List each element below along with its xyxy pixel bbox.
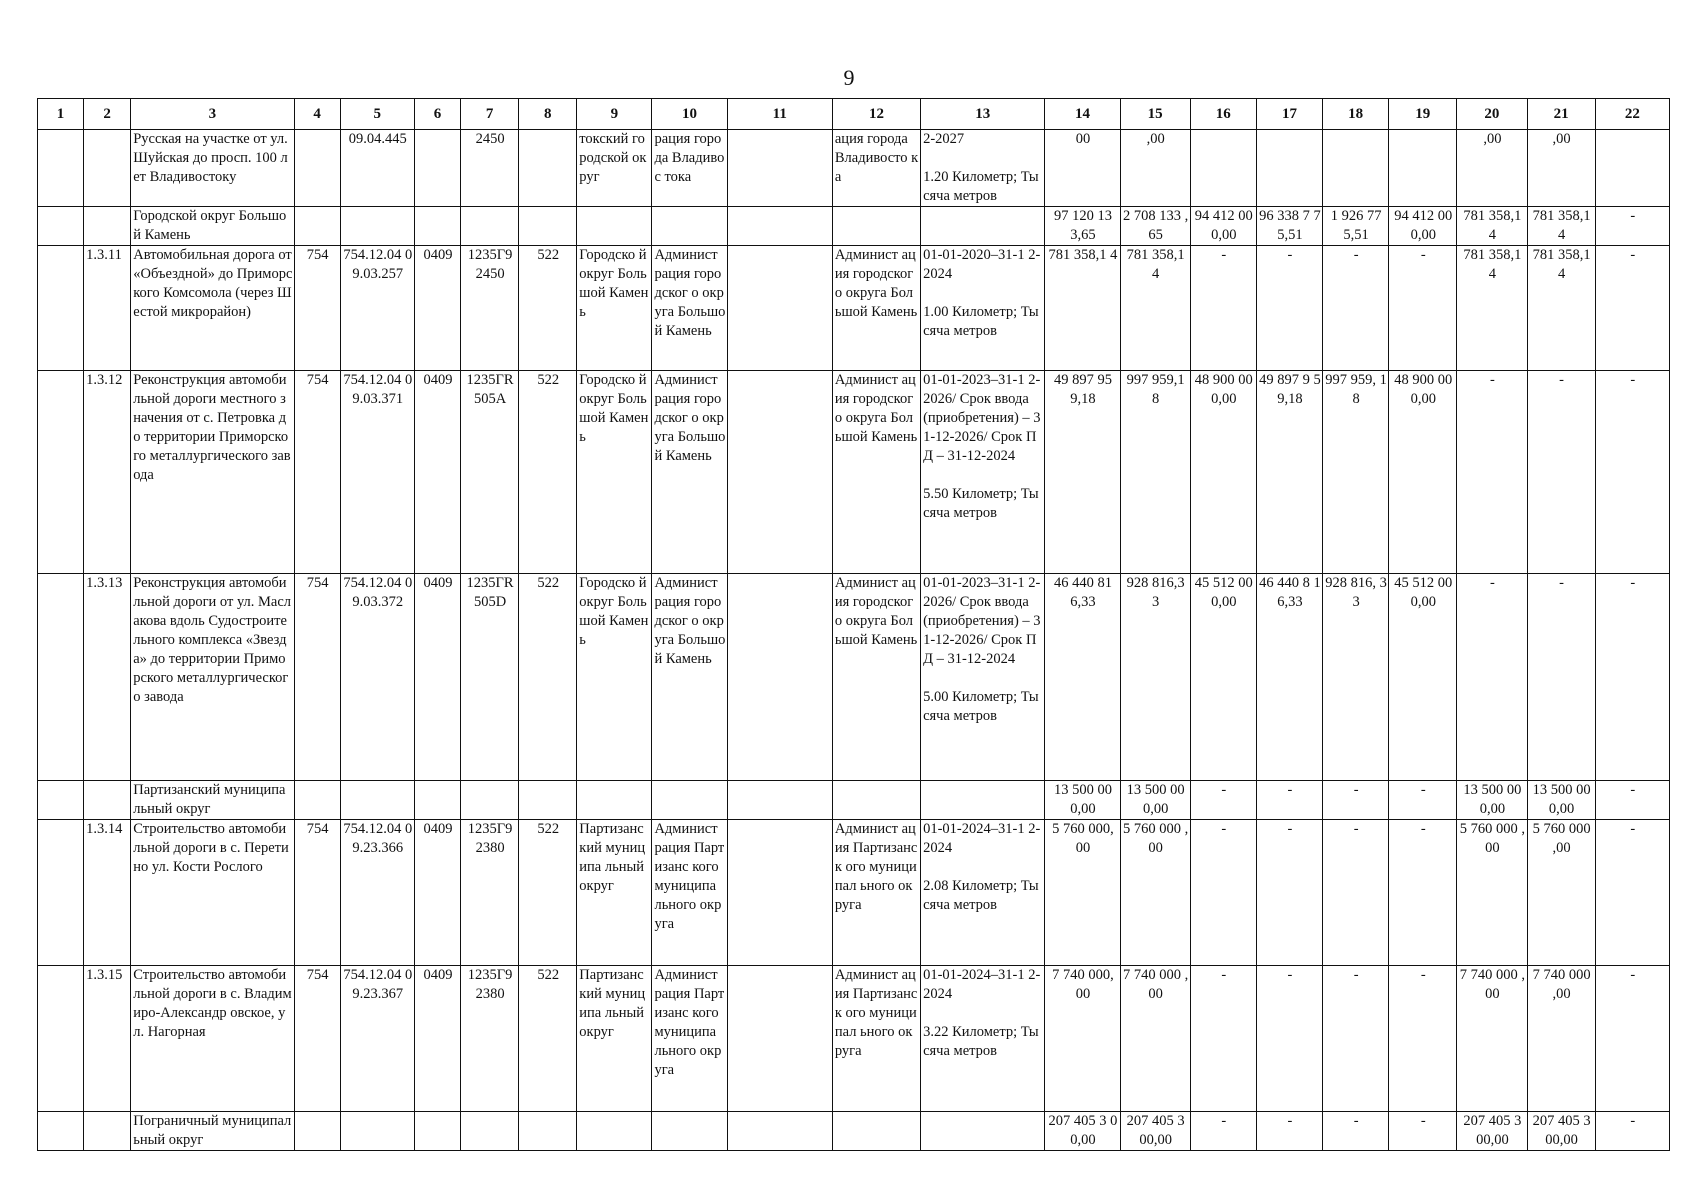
table-cell-col-20: -: [1457, 371, 1527, 574]
table-cell-col-3: Автомобильная дорога от «Объездной» до Приморского Комсомола (через Шестой микрорайон): [131, 246, 294, 371]
table-cell-col-18: -: [1323, 246, 1389, 371]
table-cell-col-11: [727, 820, 832, 966]
table-cell-col-9: Партизанс кий муниципа льный округ: [577, 966, 652, 1112]
table-cell-col-13: [921, 207, 1045, 246]
table-cell-col-19: 48 900 00 0,00: [1389, 371, 1457, 574]
table-cell-col-16: 45 512 00 0,00: [1190, 574, 1256, 781]
table-cell-col-5: 754.12.04 09.03.371: [340, 371, 414, 574]
table-cell-col-15: 997 959,1 8: [1120, 371, 1190, 574]
table-cell-col-9: токский городской округ: [577, 130, 652, 207]
table-cell-col-3: Городской округ Большой Камень: [131, 207, 294, 246]
table-cell-col-9: [577, 207, 652, 246]
table-cell-col-21: -: [1527, 371, 1595, 574]
table-cell-col-2: [84, 207, 131, 246]
table-cell-col-11: [727, 207, 832, 246]
table-row: [38, 966, 1670, 1112]
table-cell-col-22: -: [1595, 207, 1669, 246]
table-cell-col-6: [414, 130, 460, 207]
table-cell-col-7: [461, 1112, 519, 1151]
table-cell-col-22: -: [1595, 1112, 1669, 1151]
column-header: 9: [577, 99, 652, 130]
table-cell-col-20: 781 358,1 4: [1457, 246, 1527, 371]
table-cell-col-21: 13 500 00 0,00: [1527, 781, 1595, 820]
column-header: 14: [1045, 99, 1120, 130]
table-cell-col-8: 522: [519, 574, 577, 781]
table-cell-col-7: [461, 781, 519, 820]
table-cell-col-18: -: [1323, 966, 1389, 1112]
table-row: [38, 781, 1670, 820]
table-row: [38, 1112, 1670, 1151]
table-cell-col-4: 754: [294, 371, 340, 574]
table-cell-col-12: Админист ация городского округа Большой Камень: [832, 574, 920, 781]
table-cell-col-15: ,00: [1120, 130, 1190, 207]
table-cell-col-16: -: [1190, 966, 1256, 1112]
table-cell-col-14: 207 405 3 00,00: [1045, 1112, 1120, 1151]
table-cell-col-6: [414, 207, 460, 246]
table-cell-col-12: Админист ация городского округа Большой Камень: [832, 246, 920, 371]
table-cell-col-4: 754: [294, 574, 340, 781]
table-cell-col-14: 46 440 81 6,33: [1045, 574, 1120, 781]
table-cell-col-21: 781 358,1 4: [1527, 246, 1595, 371]
table-cell-col-8: 522: [519, 966, 577, 1112]
table-cell-col-1: [38, 574, 84, 781]
table-cell-col-12: Админист ация Партизанск ого муниципал ьного округа: [832, 820, 920, 966]
table-cell-col-10: Админист рация городског о округа Большой Камень: [652, 246, 727, 371]
table-cell-col-15: 13 500 00 0,00: [1120, 781, 1190, 820]
table-cell-col-18: -: [1323, 781, 1389, 820]
column-header: 12: [832, 99, 920, 130]
table-cell-col-17: [1256, 130, 1322, 207]
table-cell-col-3: Пограничный муниципальный округ: [131, 1112, 294, 1151]
table-cell-col-15: 7 740 000 ,00: [1120, 966, 1190, 1112]
table-cell-col-10: рация города Владивос тока: [652, 130, 727, 207]
page-number: 9: [843, 65, 855, 90]
table-cell-col-4: 754: [294, 966, 340, 1112]
table-cell-col-18: 997 959, 18: [1323, 371, 1389, 574]
table-cell-col-12: Админист ация Партизанск ого муниципал ьного округа: [832, 966, 920, 1112]
table-cell-col-14: 00: [1045, 130, 1120, 207]
table-cell-col-15: 781 358,1 4: [1120, 246, 1190, 371]
table-cell-col-17: -: [1256, 820, 1322, 966]
table-cell-col-11: [727, 781, 832, 820]
table-cell-col-13: 01-01-2023–31-1 2-2026/ Срок ввода (приобретения) – 31-12-2026/ Срок ПД – 31-12-2024 5.00 Километр; Тысяча метров: [921, 574, 1045, 781]
column-header: 5: [340, 99, 414, 130]
table-cell-col-8: [519, 781, 577, 820]
column-header: 10: [652, 99, 727, 130]
table-cell-col-20: -: [1457, 574, 1527, 781]
table-cell-col-21: 781 358,1 4: [1527, 207, 1595, 246]
table-cell-col-7: 1235Г9 2380: [461, 820, 519, 966]
table-cell-col-2: 1.3.13: [84, 574, 131, 781]
table-cell-col-15: 207 405 3 00,00: [1120, 1112, 1190, 1151]
table-cell-col-8: [519, 130, 577, 207]
table-cell-col-19: -: [1389, 246, 1457, 371]
table-cell-col-17: -: [1256, 1112, 1322, 1151]
table-cell-col-17: 46 440 8 16,33: [1256, 574, 1322, 781]
table-cell-col-3: Строительство автомобильной дороги в с. Владимиро-Александр овское, ул. Нагорная: [131, 966, 294, 1112]
table-cell-col-4: [294, 207, 340, 246]
table-cell-col-4: 754: [294, 820, 340, 966]
table-cell-col-9: Городско й округ Большой Камень: [577, 246, 652, 371]
table-cell-col-17: 49 897 9 59,18: [1256, 371, 1322, 574]
table-cell-col-12: [832, 1112, 920, 1151]
table-cell-col-18: -: [1323, 820, 1389, 966]
table-cell-col-7: [461, 207, 519, 246]
table-cell-col-1: [38, 130, 84, 207]
table-cell-col-7: 1235Г9 2380: [461, 966, 519, 1112]
table-cell-col-6: 0409: [414, 574, 460, 781]
table-cell-col-13: 01-01-2024–31-1 2-2024 2.08 Километр; Тысяча метров: [921, 820, 1045, 966]
table-cell-col-5: 754.12.04 09.23.367: [340, 966, 414, 1112]
table-cell-col-18: 928 816, 33: [1323, 574, 1389, 781]
table-cell-col-9: Партизанс кий муниципа льный округ: [577, 820, 652, 966]
table-cell-col-12: Админист ация городского округа Большой Камень: [832, 371, 920, 574]
table-cell-col-12: [832, 781, 920, 820]
table-cell-col-10: Админист рация Партизанс кого муниципа льного округа: [652, 820, 727, 966]
table-cell-col-1: [38, 820, 84, 966]
table-cell-col-14: 7 740 000, 00: [1045, 966, 1120, 1112]
table-cell-col-6: 0409: [414, 820, 460, 966]
table-cell-col-7: 2450: [461, 130, 519, 207]
table-cell-col-10: Админист рация городског о округа Большой Камень: [652, 574, 727, 781]
table-cell-col-9: [577, 781, 652, 820]
table-cell-col-13: 01-01-2020–31-1 2-2024 1.00 Километр; Тысяча метров: [921, 246, 1045, 371]
table-cell-col-22: [1595, 130, 1669, 207]
table-cell-col-19: 94 412 00 0,00: [1389, 207, 1457, 246]
table-cell-col-22: -: [1595, 246, 1669, 371]
table-cell-col-22: -: [1595, 820, 1669, 966]
table-cell-col-20: 7 740 000 ,00: [1457, 966, 1527, 1112]
table-cell-col-5: [340, 781, 414, 820]
column-header: 19: [1389, 99, 1457, 130]
table-cell-col-14: 49 897 95 9,18: [1045, 371, 1120, 574]
table-cell-col-13: 01-01-2023–31-1 2-2026/ Срок ввода (приобретения) – 31-12-2026/ Срок ПД – 31-12-2024 5.50 Километр; Тысяча метров: [921, 371, 1045, 574]
table-cell-col-2: 1.3.15: [84, 966, 131, 1112]
table-cell-col-3: Строительство автомобильной дороги в с. Перетино ул. Кости Рослого: [131, 820, 294, 966]
table-cell-col-15: 2 708 133 ,65: [1120, 207, 1190, 246]
table-cell-col-3: Реконструкция автомобильной дороги местного значения от с. Петровка до территории Приморского металлургического завода: [131, 371, 294, 574]
table-cell-col-7: 1235ГR 505A: [461, 371, 519, 574]
column-header: 21: [1527, 99, 1595, 130]
table-cell-col-22: -: [1595, 371, 1669, 574]
table-cell-col-20: 13 500 00 0,00: [1457, 781, 1527, 820]
table-cell-col-19: -: [1389, 820, 1457, 966]
table-cell-col-16: [1190, 130, 1256, 207]
table-cell-col-3: Русская на участке от ул. Шуйская до просп. 100 лет Владивостоку: [131, 130, 294, 207]
table-cell-col-16: -: [1190, 1112, 1256, 1151]
table-cell-col-14: 5 760 000, 00: [1045, 820, 1120, 966]
table-cell-col-12: [832, 207, 920, 246]
table-cell-col-3: Партизанский муниципальный округ: [131, 781, 294, 820]
table-cell-col-5: [340, 1112, 414, 1151]
table-cell-col-20: 207 405 3 00,00: [1457, 1112, 1527, 1151]
table-cell-col-8: [519, 207, 577, 246]
table-cell-col-16: -: [1190, 781, 1256, 820]
table-cell-col-5: 754.12.04 09.03.372: [340, 574, 414, 781]
table-cell-col-18: [1323, 130, 1389, 207]
column-header: 20: [1457, 99, 1527, 130]
table-cell-col-22: -: [1595, 781, 1669, 820]
column-header: 16: [1190, 99, 1256, 130]
table-cell-col-6: 0409: [414, 966, 460, 1112]
table-cell-col-1: [38, 781, 84, 820]
table-cell-col-19: [1389, 130, 1457, 207]
table-cell-col-6: [414, 781, 460, 820]
table-cell-col-11: [727, 574, 832, 781]
table-cell-col-2: [84, 130, 131, 207]
table-cell-col-17: -: [1256, 781, 1322, 820]
table-cell-col-8: 522: [519, 371, 577, 574]
table-cell-col-6: 0409: [414, 246, 460, 371]
table-cell-col-4: [294, 1112, 340, 1151]
table-cell-col-19: -: [1389, 781, 1457, 820]
table-cell-col-7: 1235ГR 505D: [461, 574, 519, 781]
table-cell-col-19: -: [1389, 966, 1457, 1112]
table-cell-col-16: -: [1190, 820, 1256, 966]
table-cell-col-5: 09.04.445: [340, 130, 414, 207]
table-cell-col-17: -: [1256, 246, 1322, 371]
table-cell-col-20: 5 760 000 ,00: [1457, 820, 1527, 966]
table-row: [38, 207, 1670, 246]
table-cell-col-13: [921, 781, 1045, 820]
table-cell-col-7: 1235Г9 2450: [461, 246, 519, 371]
column-header: 18: [1323, 99, 1389, 130]
table-cell-col-17: -: [1256, 966, 1322, 1112]
table-cell-col-3: Реконструкция автомобильной дороги от ул. Маслакова вдоль Судостроительного комплекса «Звезда» до территории Приморского металлургического завода: [131, 574, 294, 781]
table-cell-col-11: [727, 966, 832, 1112]
table-cell-col-22: -: [1595, 574, 1669, 781]
table-cell-col-11: [727, 371, 832, 574]
table-cell-col-5: [340, 207, 414, 246]
table-cell-col-14: 781 358,1 4: [1045, 246, 1120, 371]
table-cell-col-13: [921, 1112, 1045, 1151]
table-cell-col-5: 754.12.04 09.03.257: [340, 246, 414, 371]
table-cell-col-13: 2-2027 1.20 Километр; Тысяча метров: [921, 130, 1045, 207]
table-cell-col-11: [727, 130, 832, 207]
table-cell-col-2: 1.3.12: [84, 371, 131, 574]
table-cell-col-5: 754.12.04 09.23.366: [340, 820, 414, 966]
column-header: 22: [1595, 99, 1669, 130]
table-cell-col-10: Админист рация Партизанс кого муниципа льного округа: [652, 966, 727, 1112]
column-header: 17: [1256, 99, 1322, 130]
table-row: [38, 246, 1670, 371]
table-cell-col-20: 781 358,1 4: [1457, 207, 1527, 246]
table-cell-col-13: 01-01-2024–31-1 2-2024 3.22 Километр; Тысяча метров: [921, 966, 1045, 1112]
table-row: [38, 820, 1670, 966]
column-header: 15: [1120, 99, 1190, 130]
column-header: 7: [461, 99, 519, 130]
table-cell-col-8: 522: [519, 246, 577, 371]
column-header: 4: [294, 99, 340, 130]
table-cell-col-6: [414, 1112, 460, 1151]
table-cell-col-21: 207 405 3 00,00: [1527, 1112, 1595, 1151]
column-header: 1: [38, 99, 84, 130]
table-row: [38, 574, 1670, 781]
table-cell-col-16: 48 900 00 0,00: [1190, 371, 1256, 574]
table-cell-col-9: Городско й округ Большой Камень: [577, 371, 652, 574]
table-cell-col-10: [652, 781, 727, 820]
header-row: [38, 99, 1670, 130]
table-cell-col-8: 522: [519, 820, 577, 966]
budget-table: [37, 98, 1670, 1151]
table-row: [38, 130, 1670, 207]
table-cell-col-19: -: [1389, 1112, 1457, 1151]
column-header: 3: [131, 99, 294, 130]
table-cell-col-10: Админист рация городског о округа Большой Камень: [652, 371, 727, 574]
table-cell-col-10: [652, 207, 727, 246]
table-cell-col-21: 7 740 000 ,00: [1527, 966, 1595, 1112]
table-cell-col-9: [577, 1112, 652, 1151]
table-cell-col-8: [519, 1112, 577, 1151]
table-cell-col-2: 1.3.11: [84, 246, 131, 371]
table-cell-col-1: [38, 966, 84, 1112]
column-header: 6: [414, 99, 460, 130]
table-cell-col-21: -: [1527, 574, 1595, 781]
table-cell-col-21: ,00: [1527, 130, 1595, 207]
table-cell-col-11: [727, 246, 832, 371]
table-row: [38, 371, 1670, 574]
table-cell-col-17: 96 338 7 75,51: [1256, 207, 1322, 246]
table-cell-col-15: 5 760 000 ,00: [1120, 820, 1190, 966]
table-cell-col-18: 1 926 77 5,51: [1323, 207, 1389, 246]
table-cell-col-2: 1.3.14: [84, 820, 131, 966]
table-cell-col-14: 13 500 00 0,00: [1045, 781, 1120, 820]
table-cell-col-11: [727, 1112, 832, 1151]
table-cell-col-1: [38, 1112, 84, 1151]
table-cell-col-18: -: [1323, 1112, 1389, 1151]
table-cell-col-1: [38, 371, 84, 574]
column-header: 2: [84, 99, 131, 130]
table-cell-col-10: [652, 1112, 727, 1151]
table-cell-col-6: 0409: [414, 371, 460, 574]
table-cell-col-22: -: [1595, 966, 1669, 1112]
table-cell-col-14: 97 120 13 3,65: [1045, 207, 1120, 246]
table-cell-col-16: 94 412 00 0,00: [1190, 207, 1256, 246]
table-cell-col-4: [294, 130, 340, 207]
table-cell-col-4: [294, 781, 340, 820]
table-cell-col-2: [84, 781, 131, 820]
table-cell-col-19: 45 512 00 0,00: [1389, 574, 1457, 781]
column-header: 11: [727, 99, 832, 130]
table-cell-col-16: -: [1190, 246, 1256, 371]
table-cell-col-9: Городско й округ Большой Камень: [577, 574, 652, 781]
table-cell-col-21: 5 760 000 ,00: [1527, 820, 1595, 966]
table-cell-col-12: ация города Владивосто ка: [832, 130, 920, 207]
table-cell-col-1: [38, 207, 84, 246]
column-header: 8: [519, 99, 577, 130]
table-cell-col-1: [38, 246, 84, 371]
table-cell-col-20: ,00: [1457, 130, 1527, 207]
table-cell-col-2: [84, 1112, 131, 1151]
table-cell-col-4: 754: [294, 246, 340, 371]
table-cell-col-15: 928 816,3 3: [1120, 574, 1190, 781]
column-header: 13: [921, 99, 1045, 130]
